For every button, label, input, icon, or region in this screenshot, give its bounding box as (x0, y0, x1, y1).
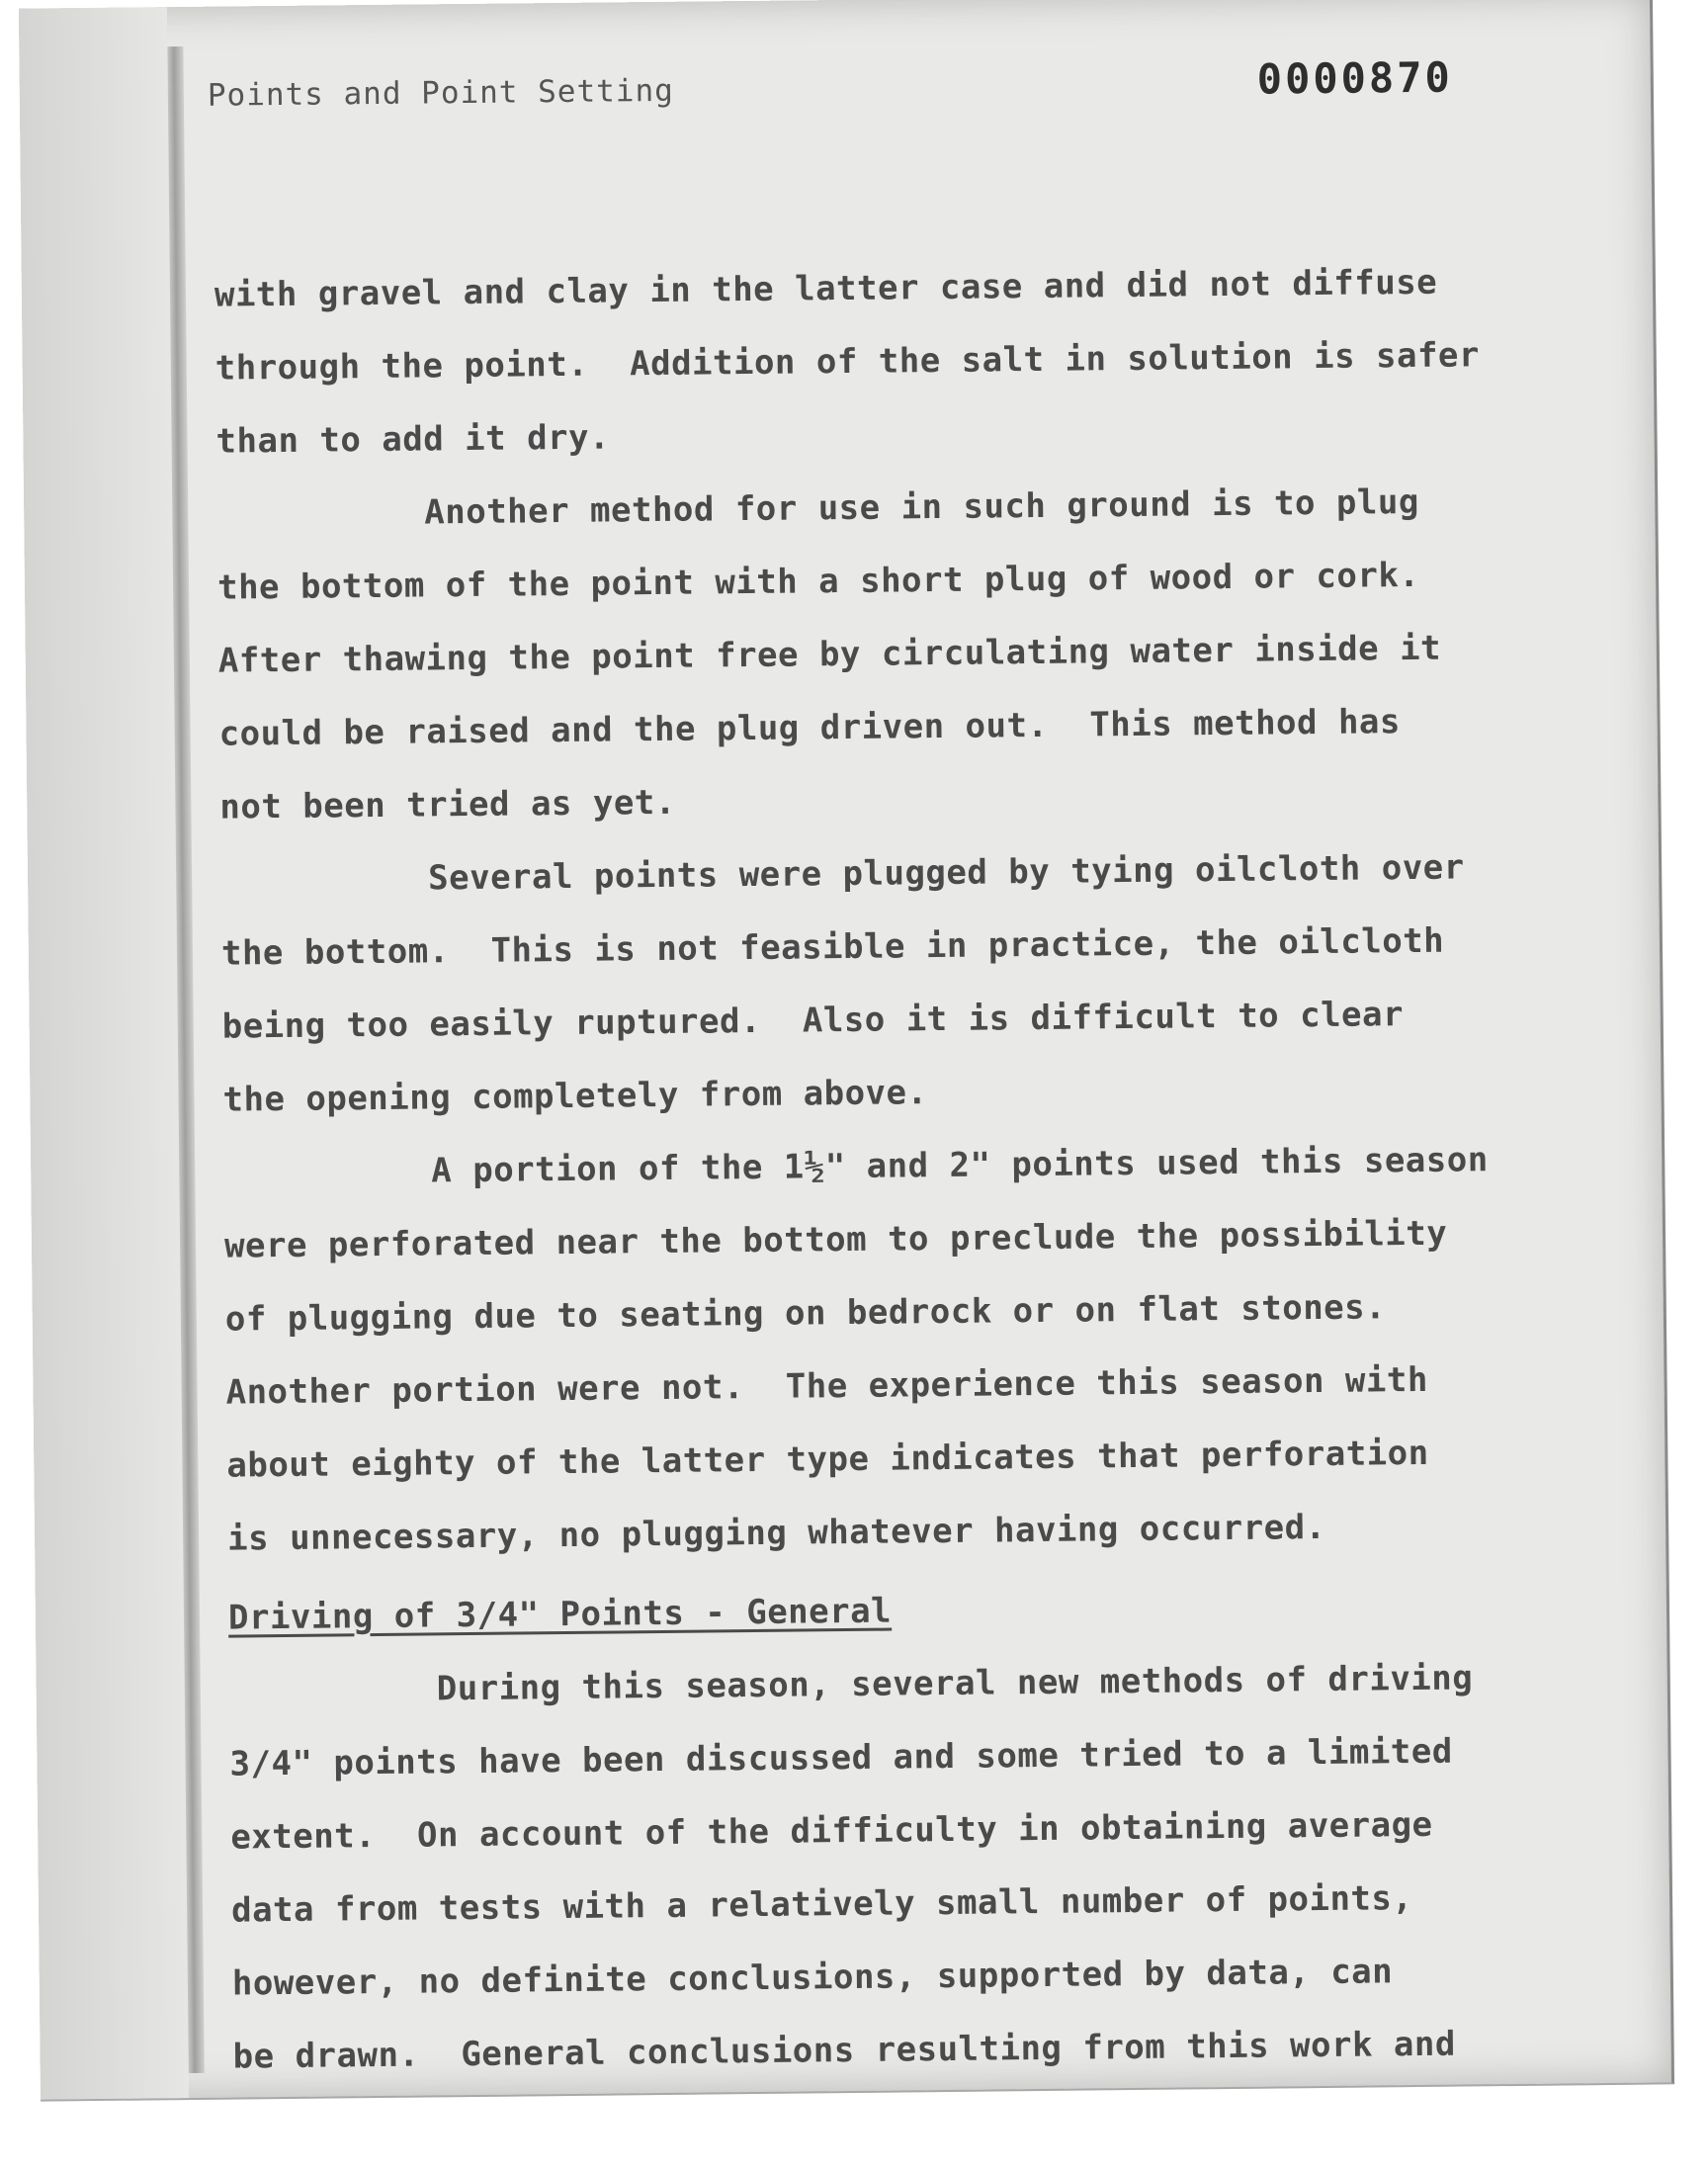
section-heading: Driving of 3/4" Points - General (227, 1591, 893, 1638)
body-line: extent. On account of the difficulty in obtaining average (230, 1804, 1433, 1858)
body-line: After thawing the point free by circulating water inside it (217, 628, 1442, 681)
body-line: could be raised and the plug driven out. This method has (218, 702, 1402, 754)
paragraph-start-line: Several points were plugged by tying oilcloth over (427, 847, 1465, 899)
paragraph-start-line: During this season, several new methods of driving (436, 1658, 1474, 1709)
body-line: about eighty of the latter type indicates that perforation (226, 1433, 1429, 1486)
body-line: not been tried as yet. (219, 782, 676, 827)
document-sheet (19, 0, 1674, 2102)
body-line: were perforated near the bottom to preclude the possibility (223, 1213, 1448, 1266)
body-line: the bottom of the point with a short plug of wood or cork. (216, 555, 1420, 608)
body-line: with gravel and clay in the latter case and did not diffuse (214, 262, 1438, 315)
section-heading-line (228, 1562, 1514, 1655)
body-line: Another portion were not. The experience this season with (225, 1359, 1429, 1413)
body-line: is unnecessary, no plugging whatever having occurred. (226, 1507, 1326, 1559)
body-line: than to add it dry. (215, 417, 611, 462)
body-line: be drawn. General conclusions resulting from this work and (232, 2024, 1457, 2077)
body-line: being too easily ruptured. Also it is difficult to clear (221, 995, 1405, 1047)
page-margin-shadow (19, 7, 189, 2099)
body-line: the opening completely from above. (222, 1073, 928, 1120)
body-line: data from tests with a relatively small number of points, (230, 1878, 1413, 1931)
body-line: 3/4" points have been discussed and some tried to a limited (229, 1731, 1453, 1784)
document-body (214, 245, 1518, 2094)
document-number: 0000870 (1256, 52, 1454, 104)
body-line: through the point. Addition of the salt in solution is safer (214, 335, 1481, 389)
page-header-title: Points and Point Setting (207, 72, 674, 114)
paragraph-start-line: Another method for use in such ground is to plug (424, 481, 1420, 533)
body-line: however, no definite conclusions, supported by data, can (231, 1952, 1394, 2004)
paragraph-start-line: A portion of the 1½" and 2" points used this season (431, 1140, 1489, 1191)
body-line: the bottom. This is not feasible in practice, the oilcloth (220, 920, 1445, 974)
body-line: of plugging due to seating on bedrock or on flat stones. (224, 1287, 1387, 1340)
